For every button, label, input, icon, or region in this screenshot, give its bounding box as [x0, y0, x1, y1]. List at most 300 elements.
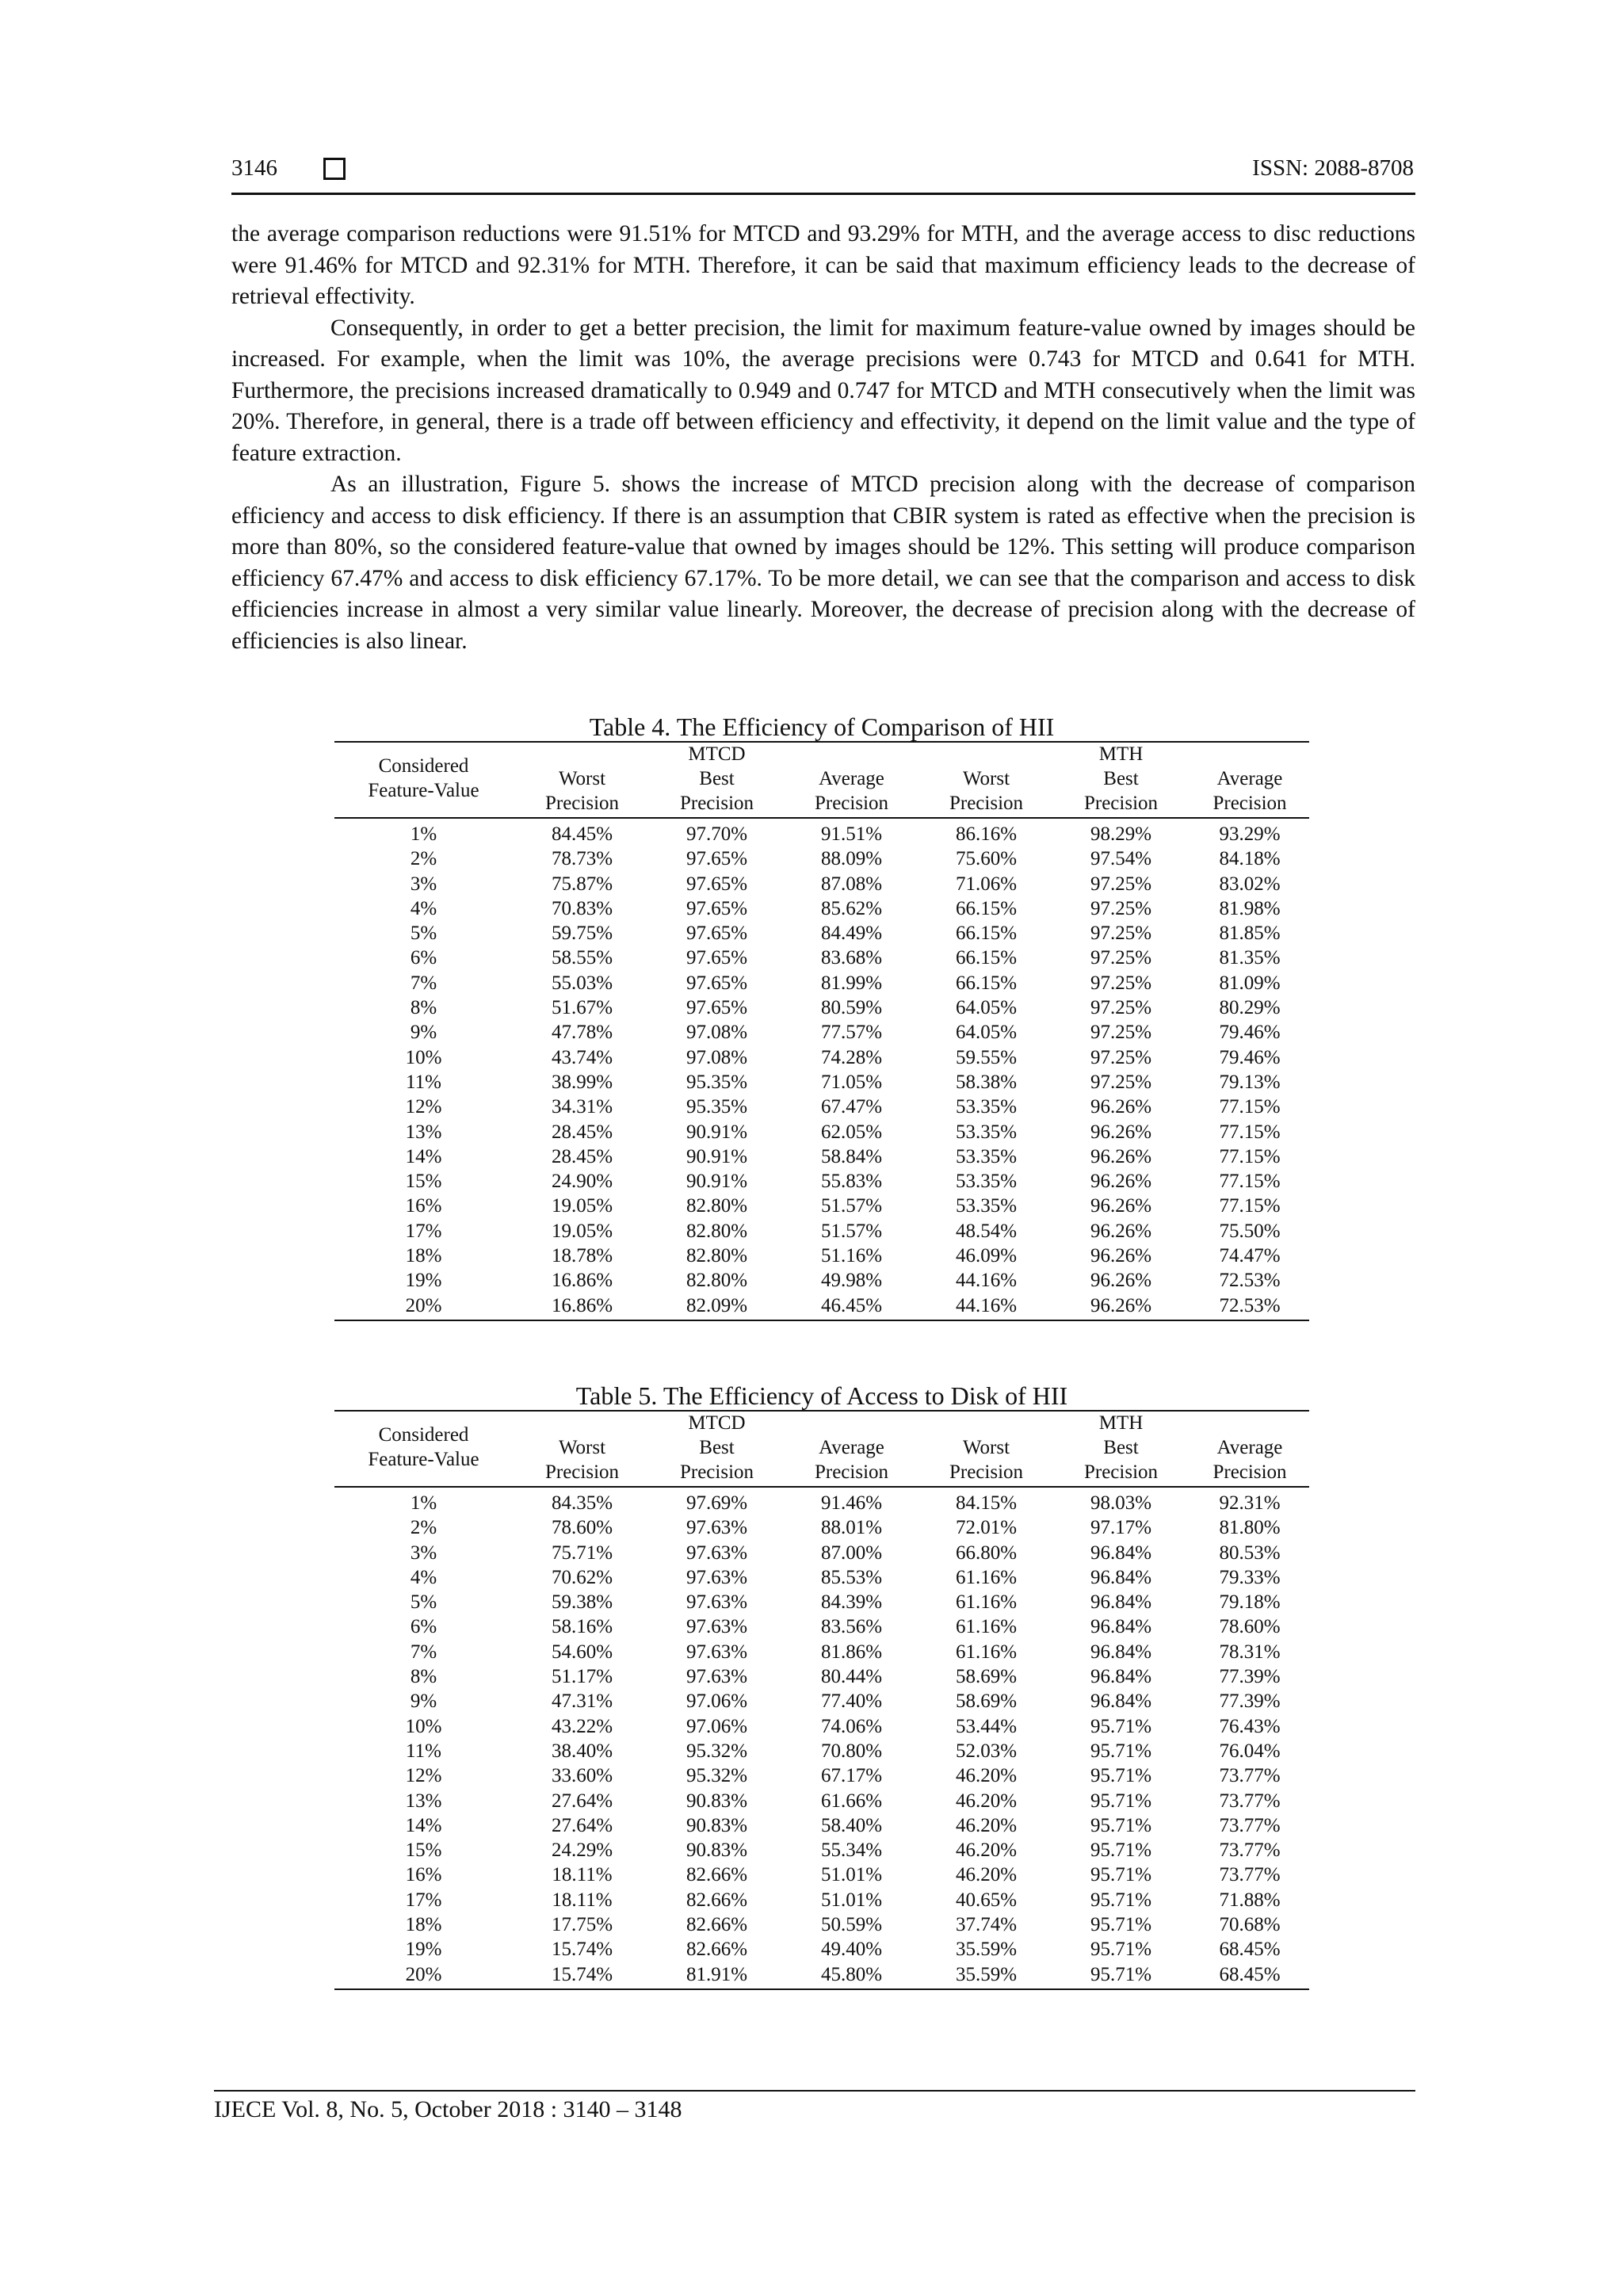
- table-row: [334, 1739, 1309, 1763]
- table-row: [334, 971, 1309, 995]
- table-cell: 55.83%: [820, 1171, 883, 1193]
- table-cell: 77.15%: [1219, 1145, 1281, 1167]
- table-row: [334, 1565, 1309, 1590]
- table-cell: 85.62%: [820, 897, 883, 919]
- table-cell: 58.16%: [551, 1616, 613, 1638]
- table-cell: 5%: [410, 923, 437, 945]
- table-cell: 51.01%: [820, 1864, 883, 1886]
- table-cell: 97.25%: [1090, 947, 1152, 969]
- table-cell: 77.39%: [1219, 1690, 1281, 1713]
- table-cell: 78.60%: [551, 1517, 613, 1539]
- table-cell: 81.09%: [1219, 972, 1281, 994]
- table-cell: 82.66%: [685, 1889, 748, 1911]
- table-cell: 28.45%: [551, 1121, 613, 1143]
- table-cell: 70.83%: [551, 897, 613, 919]
- table-cell: 48.54%: [955, 1220, 1018, 1242]
- table-cell: 82.80%: [685, 1195, 748, 1217]
- table-cell: 20%: [405, 1963, 442, 1985]
- table-cell: 97.65%: [685, 947, 748, 969]
- table-cell: 97.63%: [685, 1591, 748, 1614]
- table-cell: 46.20%: [955, 1814, 1018, 1836]
- table-cell: 82.66%: [685, 1864, 748, 1886]
- table-cell: 98.03%: [1090, 1492, 1152, 1514]
- header-best: Best Precision: [1083, 768, 1159, 814]
- table-row: [334, 1640, 1309, 1664]
- table-cell: 11%: [406, 1071, 441, 1093]
- table-cell: 82.80%: [685, 1245, 748, 1267]
- table-cell: 84.39%: [820, 1591, 883, 1614]
- table-5-body: [334, 1488, 1309, 1990]
- table-cell: 44.16%: [955, 1270, 1018, 1292]
- table-cell: 96.84%: [1090, 1690, 1152, 1713]
- table-cell: 15.74%: [551, 1939, 613, 1961]
- table-cell: 82.09%: [685, 1294, 748, 1316]
- paragraph-3: As an illustration, Figure 5. shows the increase of MTCD precision along with the decrease of comparison efficiency and access to disk efficiency. If there is an assumption that CBIR system is rated as effective when the precision is more than 80%, so the considered feature-value that owned by images should be 12%. This setting will produce comparison efficiency 67.47% and access to disk efficiency 67.17%. To be more detail, we can see that the comparison and access to disk efficiencies increase in almost a very similar value linearly. Moreover, the decrease of precision along with the decrease of efficiencies is also linear.: [231, 472, 1415, 654]
- table-cell: 95.32%: [685, 1740, 748, 1762]
- table-cell: 51.57%: [820, 1195, 883, 1217]
- table-cell: 13%: [405, 1790, 442, 1812]
- table-row: [334, 1020, 1309, 1045]
- table-cell: 6%: [410, 947, 437, 969]
- table-row: [334, 1763, 1309, 1788]
- table-cell: 97.54%: [1090, 848, 1152, 870]
- table-cell: 97.63%: [685, 1566, 748, 1588]
- table-cell: 28.45%: [551, 1145, 613, 1167]
- table-cell: 77.15%: [1219, 1195, 1281, 1217]
- table-cell: 90.91%: [685, 1121, 748, 1143]
- table-cell: 90.83%: [685, 1839, 748, 1862]
- table-row: [334, 1491, 1309, 1515]
- table-row: [334, 1169, 1309, 1194]
- table-cell: 97.70%: [685, 823, 748, 845]
- table-cell: 58.84%: [820, 1145, 883, 1167]
- table-row: [334, 1144, 1309, 1169]
- table-cell: 16.86%: [551, 1294, 613, 1316]
- table-row: [334, 1194, 1309, 1218]
- table-cell: 96.84%: [1090, 1591, 1152, 1614]
- table-cell: 19.05%: [551, 1195, 613, 1217]
- table-cell: 43.22%: [551, 1715, 613, 1737]
- table-cell: 71.05%: [820, 1071, 883, 1093]
- table-cell: 96.84%: [1090, 1641, 1152, 1663]
- table-row: [334, 1664, 1309, 1689]
- table-cell: 83.56%: [820, 1616, 883, 1638]
- table-cell: 38.99%: [551, 1071, 613, 1093]
- table-cell: 81.91%: [685, 1963, 748, 1985]
- table-cell: 75.87%: [551, 873, 613, 895]
- table-cell: 95.71%: [1090, 1740, 1152, 1762]
- table-cell: 72.01%: [955, 1517, 1018, 1539]
- table-row: [334, 1095, 1309, 1119]
- table-cell: 97.65%: [685, 873, 748, 895]
- table-cell: 53.35%: [955, 1096, 1018, 1118]
- table-cell: 81.80%: [1219, 1517, 1281, 1539]
- table-cell: 77.39%: [1219, 1666, 1281, 1688]
- table-cell: 15%: [405, 1839, 442, 1862]
- table-cell: 97.06%: [685, 1715, 748, 1737]
- table-cell: 61.16%: [955, 1616, 1018, 1638]
- footer-rule: [214, 2090, 1415, 2092]
- header-worst: Worst Precision: [949, 1437, 1024, 1483]
- table-row: [334, 1244, 1309, 1268]
- table-cell: 96.84%: [1090, 1616, 1152, 1638]
- table-cell: 62.05%: [820, 1121, 883, 1143]
- table-5-header: [334, 1410, 1309, 1488]
- table-cell: 15%: [405, 1171, 442, 1193]
- table-cell: 97.65%: [685, 972, 748, 994]
- table-row: [334, 995, 1309, 1020]
- table-cell: 17.75%: [551, 1914, 613, 1936]
- table-cell: 81.86%: [820, 1641, 883, 1663]
- header-considered-line1: Considered: [378, 755, 469, 777]
- table-cell: 75.60%: [955, 848, 1018, 870]
- table-cell: 55.03%: [551, 972, 613, 994]
- table-cell: 95.35%: [685, 1096, 748, 1118]
- table-cell: 14%: [405, 1814, 442, 1836]
- table-cell: 97.08%: [685, 1022, 748, 1044]
- table-cell: 97.25%: [1090, 897, 1152, 919]
- table-cell: 66.80%: [955, 1541, 1018, 1564]
- table-cell: 5%: [410, 1591, 437, 1614]
- table-cell: 93.29%: [1219, 823, 1281, 845]
- table-cell: 87.00%: [820, 1541, 883, 1564]
- table-5: [334, 1381, 1309, 1990]
- table-cell: 15.74%: [551, 1963, 613, 1985]
- table-cell: 97.65%: [685, 848, 748, 870]
- table-cell: 61.66%: [820, 1790, 883, 1812]
- table-cell: 86.16%: [955, 823, 1018, 845]
- table-cell: 1%: [410, 823, 437, 845]
- header-best: Best Precision: [679, 1437, 754, 1483]
- table-cell: 96.26%: [1090, 1270, 1152, 1292]
- table-cell: 34.31%: [551, 1096, 613, 1118]
- header-average: Average Precision: [814, 1437, 889, 1483]
- table-cell: 73.77%: [1219, 1765, 1281, 1787]
- table-cell: 95.71%: [1090, 1765, 1152, 1787]
- table-cell: 79.46%: [1219, 1046, 1281, 1068]
- table-cell: 46.20%: [955, 1864, 1018, 1886]
- table-cell: 97.63%: [685, 1517, 748, 1539]
- table-cell: 81.35%: [1219, 947, 1281, 969]
- table-cell: 95.71%: [1090, 1814, 1152, 1836]
- table-cell: 90.83%: [685, 1814, 748, 1836]
- table-cell: 53.35%: [955, 1195, 1018, 1217]
- table-cell: 97.25%: [1090, 923, 1152, 945]
- table-cell: 66.15%: [955, 897, 1018, 919]
- table-cell: 77.15%: [1219, 1096, 1281, 1118]
- table-cell: 20%: [405, 1294, 442, 1316]
- table-cell: 49.40%: [820, 1939, 883, 1961]
- table-cell: 78.73%: [551, 848, 613, 870]
- table-cell: 51.16%: [820, 1245, 883, 1267]
- table-cell: 53.35%: [955, 1171, 1018, 1193]
- table-cell: 19%: [405, 1939, 442, 1961]
- table-row: [334, 1813, 1309, 1838]
- table-cell: 71.06%: [955, 873, 1018, 895]
- table-cell: 18%: [405, 1245, 442, 1267]
- table-row: [334, 1120, 1309, 1144]
- table-cell: 96.26%: [1090, 1171, 1152, 1193]
- table-cell: 47.31%: [551, 1690, 613, 1713]
- table-cell: 3%: [410, 1541, 437, 1564]
- table-cell: 7%: [410, 1641, 437, 1663]
- table-cell: 49.98%: [820, 1270, 883, 1292]
- table-cell: 66.15%: [955, 972, 1018, 994]
- table-cell: 96.84%: [1090, 1666, 1152, 1688]
- table-row: [334, 896, 1309, 921]
- table-cell: 46.20%: [955, 1839, 1018, 1862]
- table-row: [334, 1714, 1309, 1739]
- table-cell: 95.71%: [1090, 1939, 1152, 1961]
- table-row: [334, 1838, 1309, 1862]
- table-cell: 70.62%: [551, 1566, 613, 1588]
- header-worst: Worst Precision: [949, 768, 1024, 814]
- table-cell: 17%: [405, 1220, 442, 1242]
- table-cell: 77.40%: [820, 1690, 883, 1713]
- table-cell: 73.77%: [1219, 1839, 1281, 1862]
- table-row: [334, 1912, 1309, 1937]
- table-cell: 47.78%: [551, 1022, 613, 1044]
- paragraph-1: the average comparison reductions were 91.51% for MTCD and 93.29% for MTH, and the average access to disc reductions were 91.46% for MTCD and 92.31% for MTH. Therefore, it can be said that maximum efficiency leads to the decrease of retrieval effectivity.: [231, 221, 1415, 309]
- table-cell: 90.91%: [685, 1171, 748, 1193]
- table-cell: 95.35%: [685, 1071, 748, 1093]
- table-cell: 46.45%: [820, 1294, 883, 1316]
- table-cell: 82.66%: [685, 1939, 748, 1961]
- table-cell: 61.16%: [955, 1641, 1018, 1663]
- table-cell: 97.08%: [685, 1046, 748, 1068]
- table-cell: 58.69%: [955, 1666, 1018, 1688]
- table-5-caption: Table 5. The Efficiency of Access to Disk of HII: [575, 1381, 1068, 1410]
- table-cell: 4%: [410, 1566, 437, 1588]
- table-cell: 58.38%: [955, 1071, 1018, 1093]
- table-row: [334, 921, 1309, 946]
- table-cell: 88.09%: [820, 848, 883, 870]
- table-cell: 80.59%: [820, 997, 883, 1019]
- header-rule: [231, 193, 1415, 195]
- table-cell: 74.28%: [820, 1046, 883, 1068]
- table-cell: 97.63%: [685, 1666, 748, 1688]
- table-row: [334, 872, 1309, 896]
- table-cell: 16%: [405, 1195, 442, 1217]
- table-row: [334, 1862, 1309, 1887]
- table-4-caption: Table 4. The Efficiency of Comparison of HII: [589, 712, 1055, 741]
- footer-citation: IJECE Vol. 8, No. 5, October 2018 : 3140 – 3148: [214, 2096, 682, 2122]
- table-cell: 18.11%: [552, 1889, 613, 1911]
- table-cell: 73.77%: [1219, 1864, 1281, 1886]
- table-cell: 81.98%: [1219, 897, 1281, 919]
- table-cell: 96.26%: [1090, 1220, 1152, 1242]
- table-cell: 75.71%: [551, 1541, 613, 1564]
- table-row: [334, 1888, 1309, 1912]
- table-cell: 97.06%: [685, 1690, 748, 1713]
- table-cell: 77.57%: [820, 1022, 883, 1044]
- table-cell: 76.04%: [1219, 1740, 1281, 1762]
- table-cell: 46.20%: [955, 1790, 1018, 1812]
- table-cell: 64.05%: [955, 1022, 1018, 1044]
- table-cell: 97.25%: [1090, 972, 1152, 994]
- table-row: [334, 1293, 1309, 1318]
- table-cell: 18%: [405, 1914, 442, 1936]
- table-cell: 72.53%: [1219, 1270, 1281, 1292]
- table-cell: 82.80%: [685, 1270, 748, 1292]
- table-row: [334, 1789, 1309, 1813]
- table-cell: 14%: [405, 1145, 442, 1167]
- table-cell: 46.20%: [955, 1765, 1018, 1787]
- table-cell: 17%: [405, 1889, 442, 1911]
- table-cell: 66.15%: [955, 947, 1018, 969]
- table-cell: 58.40%: [820, 1814, 883, 1836]
- table-cell: 97.25%: [1090, 1046, 1152, 1068]
- table-cell: 66.15%: [955, 923, 1018, 945]
- table-cell: 52.03%: [955, 1740, 1018, 1762]
- table-cell: 95.71%: [1090, 1963, 1152, 1985]
- table-cell: 95.32%: [685, 1765, 748, 1787]
- table-cell: 59.75%: [551, 923, 613, 945]
- table-cell: 10%: [405, 1715, 442, 1737]
- table-cell: 54.60%: [551, 1641, 613, 1663]
- table-row: [334, 1515, 1309, 1540]
- header-considered-line2: Feature-Value: [368, 780, 479, 801]
- table-cell: 51.67%: [551, 997, 613, 1019]
- table-cell: 78.60%: [1219, 1616, 1281, 1638]
- table-cell: 9%: [410, 1690, 437, 1713]
- table-cell: 68.45%: [1219, 1939, 1281, 1961]
- table-cell: 84.18%: [1219, 848, 1281, 870]
- table-cell: 88.01%: [820, 1517, 883, 1539]
- table-cell: 27.64%: [551, 1814, 613, 1836]
- table-cell: 6%: [410, 1616, 437, 1638]
- table-cell: 4%: [410, 897, 437, 919]
- table-cell: 79.18%: [1219, 1591, 1281, 1614]
- table-cell: 61.16%: [955, 1591, 1018, 1614]
- table-cell: 2%: [410, 1517, 437, 1539]
- table-cell: 71.88%: [1219, 1889, 1281, 1911]
- table-row: [334, 1689, 1309, 1713]
- table-cell: 51.01%: [820, 1889, 883, 1911]
- header-box-icon: [323, 158, 346, 180]
- table-cell: 97.25%: [1090, 1071, 1152, 1093]
- table-cell: 27.64%: [551, 1790, 613, 1812]
- table-cell: 24.90%: [551, 1171, 613, 1193]
- table-cell: 97.65%: [685, 923, 748, 945]
- table-row: [334, 1268, 1309, 1293]
- table-cell: 64.05%: [955, 997, 1018, 1019]
- header-average: Average Precision: [814, 768, 889, 814]
- table-cell: 79.13%: [1219, 1071, 1281, 1093]
- table-cell: 50.59%: [820, 1914, 883, 1936]
- table-cell: 79.46%: [1219, 1022, 1281, 1044]
- table-cell: 97.65%: [685, 897, 748, 919]
- table-cell: 80.44%: [820, 1666, 883, 1688]
- table-cell: 59.38%: [551, 1591, 613, 1614]
- table-cell: 95.71%: [1090, 1864, 1152, 1886]
- table-cell: 84.45%: [551, 823, 613, 845]
- table-cell: 95.71%: [1090, 1914, 1152, 1936]
- table-cell: 18.78%: [551, 1245, 613, 1267]
- table-cell: 82.80%: [685, 1220, 748, 1242]
- table-cell: 96.26%: [1090, 1096, 1152, 1118]
- table-cell: 81.99%: [820, 972, 883, 994]
- table-row: [334, 1045, 1309, 1070]
- table-cell: 84.15%: [955, 1492, 1018, 1514]
- table-cell: 35.59%: [955, 1939, 1018, 1961]
- table-4-header: [334, 741, 1309, 819]
- header-considered: [334, 1423, 513, 1472]
- table-cell: 95.71%: [1090, 1889, 1152, 1911]
- table-cell: 77.15%: [1219, 1171, 1281, 1193]
- table-cell: 84.49%: [820, 923, 883, 945]
- table-cell: 91.51%: [820, 823, 883, 845]
- header-best: Best Precision: [679, 768, 754, 814]
- table-cell: 73.77%: [1219, 1790, 1281, 1812]
- table-cell: 77.15%: [1219, 1121, 1281, 1143]
- header-best: Best Precision: [1083, 1437, 1159, 1483]
- table-cell: 97.25%: [1090, 997, 1152, 1019]
- table-cell: 12%: [405, 1765, 442, 1787]
- table-cell: 3%: [410, 873, 437, 895]
- table-cell: 33.60%: [551, 1765, 613, 1787]
- table-cell: 76.43%: [1219, 1715, 1281, 1737]
- table-cell: 38.40%: [551, 1740, 613, 1762]
- table-cell: 35.59%: [955, 1963, 1018, 1985]
- table-cell: 18.11%: [552, 1864, 613, 1886]
- table-cell: 81.85%: [1219, 923, 1281, 945]
- table-cell: 96.84%: [1090, 1541, 1152, 1564]
- table-cell: 51.17%: [551, 1666, 613, 1688]
- table-row: [334, 1614, 1309, 1639]
- header-worst: Worst Precision: [544, 1437, 620, 1483]
- header-average: Average Precision: [1212, 1437, 1287, 1483]
- table-cell: 16.86%: [551, 1270, 613, 1292]
- table-cell: 80.29%: [1219, 997, 1281, 1019]
- table-cell: 55.34%: [820, 1839, 883, 1862]
- header-considered-line1: Considered: [378, 1424, 469, 1446]
- table-cell: 80.53%: [1219, 1541, 1281, 1564]
- table-cell: 11%: [406, 1740, 441, 1762]
- header-considered-line2: Feature-Value: [368, 1449, 479, 1470]
- table-cell: 75.50%: [1219, 1220, 1281, 1242]
- paragraph-2: Consequently, in order to get a better precision, the limit for maximum feature-value owned by images should be increased. For example, when the limit was 10%, the average precisions were 0.743 for MTCD and 0.641 for MTH. Furthermore, the precisions increased dramatically to 0.949 and 0.747 for MTCD and MTH consecutively when the limit was 20%. Therefore, in general, there is a trade off between efficiency and effectivity, it depend on the limit value and the type of feature extraction.: [231, 315, 1415, 466]
- table-cell: 96.26%: [1090, 1245, 1152, 1267]
- table-cell: 24.29%: [551, 1839, 613, 1862]
- table-cell: 82.66%: [685, 1914, 748, 1936]
- table-row: [334, 1937, 1309, 1962]
- table-cell: 97.63%: [685, 1541, 748, 1564]
- table-cell: 98.29%: [1090, 823, 1152, 845]
- table-cell: 13%: [405, 1121, 442, 1143]
- issn-label: ISSN: 2088-8708: [1252, 155, 1414, 181]
- table-cell: 97.69%: [685, 1492, 748, 1514]
- table-cell: 96.84%: [1090, 1566, 1152, 1588]
- table-cell: 95.71%: [1090, 1790, 1152, 1812]
- table-cell: 70.68%: [1219, 1914, 1281, 1936]
- table-cell: 74.47%: [1219, 1245, 1281, 1267]
- table-cell: 96.26%: [1090, 1121, 1152, 1143]
- table-cell: 97.65%: [685, 997, 748, 1019]
- table-cell: 91.46%: [820, 1492, 883, 1514]
- table-cell: 90.83%: [685, 1790, 748, 1812]
- table-cell: 44.16%: [955, 1294, 1018, 1316]
- table-4: [334, 712, 1309, 1321]
- table-cell: 83.02%: [1219, 873, 1281, 895]
- table-row: [334, 1590, 1309, 1614]
- table-cell: 96.26%: [1090, 1195, 1152, 1217]
- table-cell: 8%: [410, 997, 437, 1019]
- table-row: [334, 1070, 1309, 1095]
- table-cell: 92.31%: [1219, 1492, 1281, 1514]
- table-cell: 53.35%: [955, 1121, 1018, 1143]
- table-cell: 85.53%: [820, 1566, 883, 1588]
